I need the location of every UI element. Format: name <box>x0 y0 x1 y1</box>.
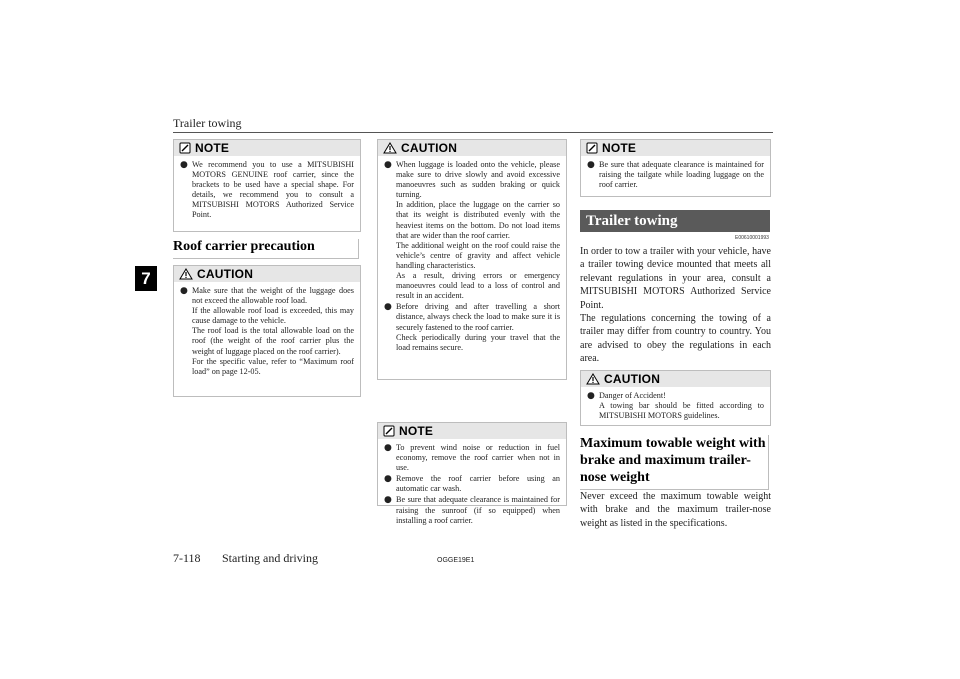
note-header <box>174 140 360 156</box>
intro-paragraphs <box>580 245 771 366</box>
caution-body <box>581 387 770 425</box>
caution-label: CAUTION <box>604 372 661 386</box>
closing-paragraph: Never exceed the maximum towable weight with brake and the maximum trailer-nose weight as listed in the specifications. <box>580 491 771 529</box>
footer-section-name: Starting and driving <box>222 551 318 565</box>
caution-header <box>174 266 360 282</box>
bullet-dot-icon: ● <box>587 391 595 401</box>
section-banner-trailer-towing: Trailer towing <box>580 210 770 232</box>
section-vbar <box>768 435 769 489</box>
bullet-text: Danger of Accident! <box>599 391 666 400</box>
warning-triangle-icon <box>383 142 397 154</box>
bullet-item <box>384 474 560 494</box>
bullet-dot-icon: ● <box>180 286 188 296</box>
note-pencil-icon <box>586 142 598 154</box>
caution-label: CAUTION <box>197 267 254 281</box>
note-pencil-icon <box>179 142 191 154</box>
caution-box-col3 <box>580 370 771 426</box>
bullet-dot-icon: ● <box>384 443 392 453</box>
bullet-item <box>587 391 764 401</box>
section-title-text: Roof carrier precaution <box>173 239 315 254</box>
note-header <box>378 423 566 439</box>
bullet-text: Remove the roof carrier before using an automatic car wash. <box>396 474 560 494</box>
footer-doc-code: OGGE19E1 <box>437 557 475 564</box>
caution-header <box>378 140 566 156</box>
caution-body <box>378 156 566 357</box>
bullet-item <box>587 160 764 190</box>
bullet-continuation: A towing bar should be fitted according to MITSUBISHI MOTORS guidelines. <box>599 401 764 421</box>
bullet-dot-icon: ● <box>384 474 392 485</box>
bullet-dot-icon: ● <box>384 495 392 506</box>
caution-label: CAUTION <box>401 141 458 155</box>
section-vbar <box>358 239 359 258</box>
bullet-continuation: For the specific value, refer to “Maximum roof load” on page 12-05. <box>192 356 354 376</box>
note-body <box>378 439 566 530</box>
bullet-dot-icon: ● <box>587 160 595 170</box>
bullet-item <box>180 286 354 306</box>
footer-page-number: 7-118 <box>173 551 201 565</box>
note-label: NOTE <box>602 141 637 155</box>
note-label: NOTE <box>399 424 434 438</box>
note-pencil-icon <box>383 425 395 437</box>
caution-box-col2 <box>377 139 567 380</box>
caution-body <box>174 282 360 381</box>
bullet-text: Make sure that the weight of the luggage does not exceed the allowable roof load. <box>192 286 354 306</box>
bullet-text: Be sure that adequate clearance is maintained for raising the sunroof (if so equipped) when installing a roof carrier. <box>396 495 560 525</box>
note-label: NOTE <box>195 141 230 155</box>
section-code: E00610001993 <box>735 235 769 241</box>
section-title-max-towable <box>580 435 769 490</box>
bullet-item <box>384 443 560 473</box>
bullet-item <box>384 495 560 525</box>
bullet-dot-icon: ● <box>180 160 188 170</box>
bullet-continuation: Check periodically during your travel that the load remains secure. <box>396 332 560 352</box>
bullet-dot-icon: ● <box>384 302 392 313</box>
note-box-col3 <box>580 139 771 197</box>
bullet-text: When luggage is loaded onto the vehicle, please make sure to drive slowly and avoid excessive manoeuvres such as sudden braking or quick turning. <box>396 160 560 200</box>
caution-header <box>581 371 770 387</box>
bullet-text: Be sure that adequate clearance is maintained for raising the tailgate while loading luggage on the roof carrier. <box>599 160 764 190</box>
section-title-roof-carrier <box>173 239 359 259</box>
bullet-item <box>180 160 354 221</box>
bullet-text: Before driving and after travelling a short distance, always check the load to make sure it is securely fastened to the roof carrier. <box>396 302 560 332</box>
section-title-text: Maximum towable weight with brake and maximum trailer-nose weight <box>580 436 766 485</box>
bullet-text: We recommend you to use a MITSUBISHI MOTORS GENUINE roof carrier, since the brackets to be used have a special shape. For details, we recommend you to consult a MITSUBISHI MOTORS Authorized Service Point. <box>192 160 354 220</box>
bullet-item <box>384 160 560 200</box>
warning-triangle-icon <box>586 373 600 385</box>
bullet-dot-icon: ● <box>384 160 392 170</box>
intro-paragraph-2: The regulations concerning the towing of a trailer may differ from country to country. You are advised to obey the regulations in each area. <box>580 313 771 365</box>
page-header-title: Trailer towing <box>173 116 242 130</box>
caution-box-col1 <box>173 265 361 397</box>
note-box-col2 <box>377 422 567 525</box>
bullet-continuation: The additional weight on the roof could raise the vehicle’s centre of gravity and affect vehicle handling characteristics. <box>396 240 560 270</box>
bullet-continuation: As a result, driving errors or emergency manoeuvres could lead to a loss of control and result in an accident. <box>396 271 560 301</box>
bullet-continuation: If the allowable roof load is exceeded, this may cause damage to the vehicle. <box>192 306 354 326</box>
warning-triangle-icon <box>179 268 193 280</box>
bullet-continuation: In addition, place the luggage on the carrier so that its weight is distributed evenly with the heaviest items on the bottom. Do not load items that are wider than the roof carrier. <box>396 200 560 240</box>
note-header <box>581 140 770 156</box>
header-rule <box>173 132 773 133</box>
note-box-col1 <box>173 139 361 232</box>
bullet-continuation: The roof load is the total allowable load on the roof (the weight of the roof carrier plus the weight of luggage placed on the roof carrier). <box>192 326 354 356</box>
bullet-item <box>384 302 560 332</box>
bullet-text: To prevent wind noise or reduction in fuel economy, remove the roof carrier when not in use. <box>396 443 560 473</box>
note-body <box>581 156 770 194</box>
note-body <box>174 156 360 225</box>
chapter-tab: 7 <box>135 266 157 291</box>
intro-paragraph-1: In order to tow a trailer with your vehicle, have a trailer towing device mounted that meets all relevant regulations in your area, consult a MITSUBISHI MOTORS Authorized Service Point. <box>580 246 771 311</box>
